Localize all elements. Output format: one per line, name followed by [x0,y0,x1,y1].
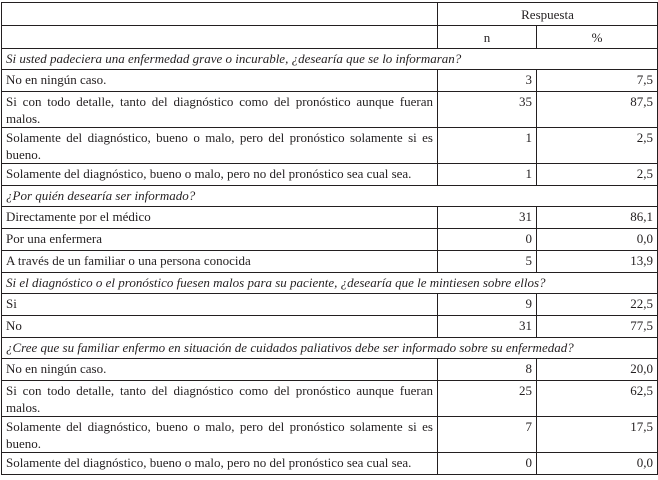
answer-percent: 87,5 [537,92,658,128]
answer-label: No en ningún caso. [2,70,438,92]
table-row [2,92,658,128]
survey-results-table [1,2,658,475]
answer-n: 5 [438,251,537,273]
header-row-columns [2,26,658,49]
answer-percent: 17,5 [537,417,658,453]
answer-n: 35 [438,92,537,128]
answer-n: 9 [438,294,537,316]
table-row [2,417,658,453]
question-text: ¿Por quién desearía ser informado? [2,186,658,207]
answer-n: 1 [438,128,537,164]
answer-percent: 13,9 [537,251,658,273]
answer-label: Si [2,294,438,316]
answer-n: 7 [438,417,537,453]
answer-label: No en ningún caso. [2,359,438,381]
answer-percent: 0,0 [537,229,658,251]
answer-percent: 22,5 [537,294,658,316]
answer-label: Solamente del diagnóstico, bueno o malo, pero del pronóstico solamente si es bueno. [2,128,438,164]
answer-n: 8 [438,359,537,381]
table-row [2,70,658,92]
answer-percent: 2,5 [537,128,658,164]
table-row [2,359,658,381]
table-row [2,207,658,229]
table-row [2,381,658,417]
question-text: ¿Cree que su familiar enfermo en situación de cuidados paliativos debe ser informado sobre su enfermedad? [2,338,658,359]
answer-percent: 77,5 [537,316,658,338]
answer-percent: 7,5 [537,70,658,92]
answer-label: Si con todo detalle, tanto del diagnóstico como del pronóstico aunque fueran malos. [2,381,438,417]
header-empty-cell [2,26,438,49]
answer-n: 25 [438,381,537,417]
table-row [2,294,658,316]
answer-n: 0 [438,229,537,251]
answer-percent: 86,1 [537,207,658,229]
table-row [2,128,658,164]
table-row [2,229,658,251]
header-respuesta: Respuesta [438,3,658,26]
question-text: Si usted padeciera una enfermedad grave o incurable, ¿desearía que se lo informaran? [2,49,658,70]
header-empty-cell [2,3,438,26]
answer-percent: 62,5 [537,381,658,417]
answer-percent: 2,5 [537,164,658,186]
question-row [2,338,658,359]
answer-percent: 20,0 [537,359,658,381]
answer-percent: 0,0 [537,453,658,475]
question-row [2,186,658,207]
question-text: Si el diagnóstico o el pronóstico fuesen malos para su paciente, ¿desearía que le mintiesen sobre ellos? [2,273,658,294]
table-row [2,316,658,338]
answer-label: Si con todo detalle, tanto del diagnóstico como del pronóstico aunque fueran malos. [2,92,438,128]
header-row-group [2,3,658,26]
table-row [2,453,658,475]
header-percent: % [537,26,658,49]
question-row [2,49,658,70]
answer-label: Solamente del diagnóstico, bueno o malo, pero del pronóstico solamente si es bueno. [2,417,438,453]
answer-label: Solamente del diagnóstico, bueno o malo, pero no del pronóstico sea cual sea. [2,453,438,475]
answer-label: No [2,316,438,338]
answer-label: Solamente del diagnóstico, bueno o malo, pero no del pronóstico sea cual sea. [2,164,438,186]
answer-n: 0 [438,453,537,475]
answer-n: 31 [438,316,537,338]
header-n: n [438,26,537,49]
answer-n: 1 [438,164,537,186]
question-row [2,273,658,294]
table-row [2,164,658,186]
answer-label: Por una enfermera [2,229,438,251]
answer-n: 31 [438,207,537,229]
answer-n: 3 [438,70,537,92]
table-row [2,251,658,273]
answer-label: A través de un familiar o una persona conocida [2,251,438,273]
answer-label: Directamente por el médico [2,207,438,229]
